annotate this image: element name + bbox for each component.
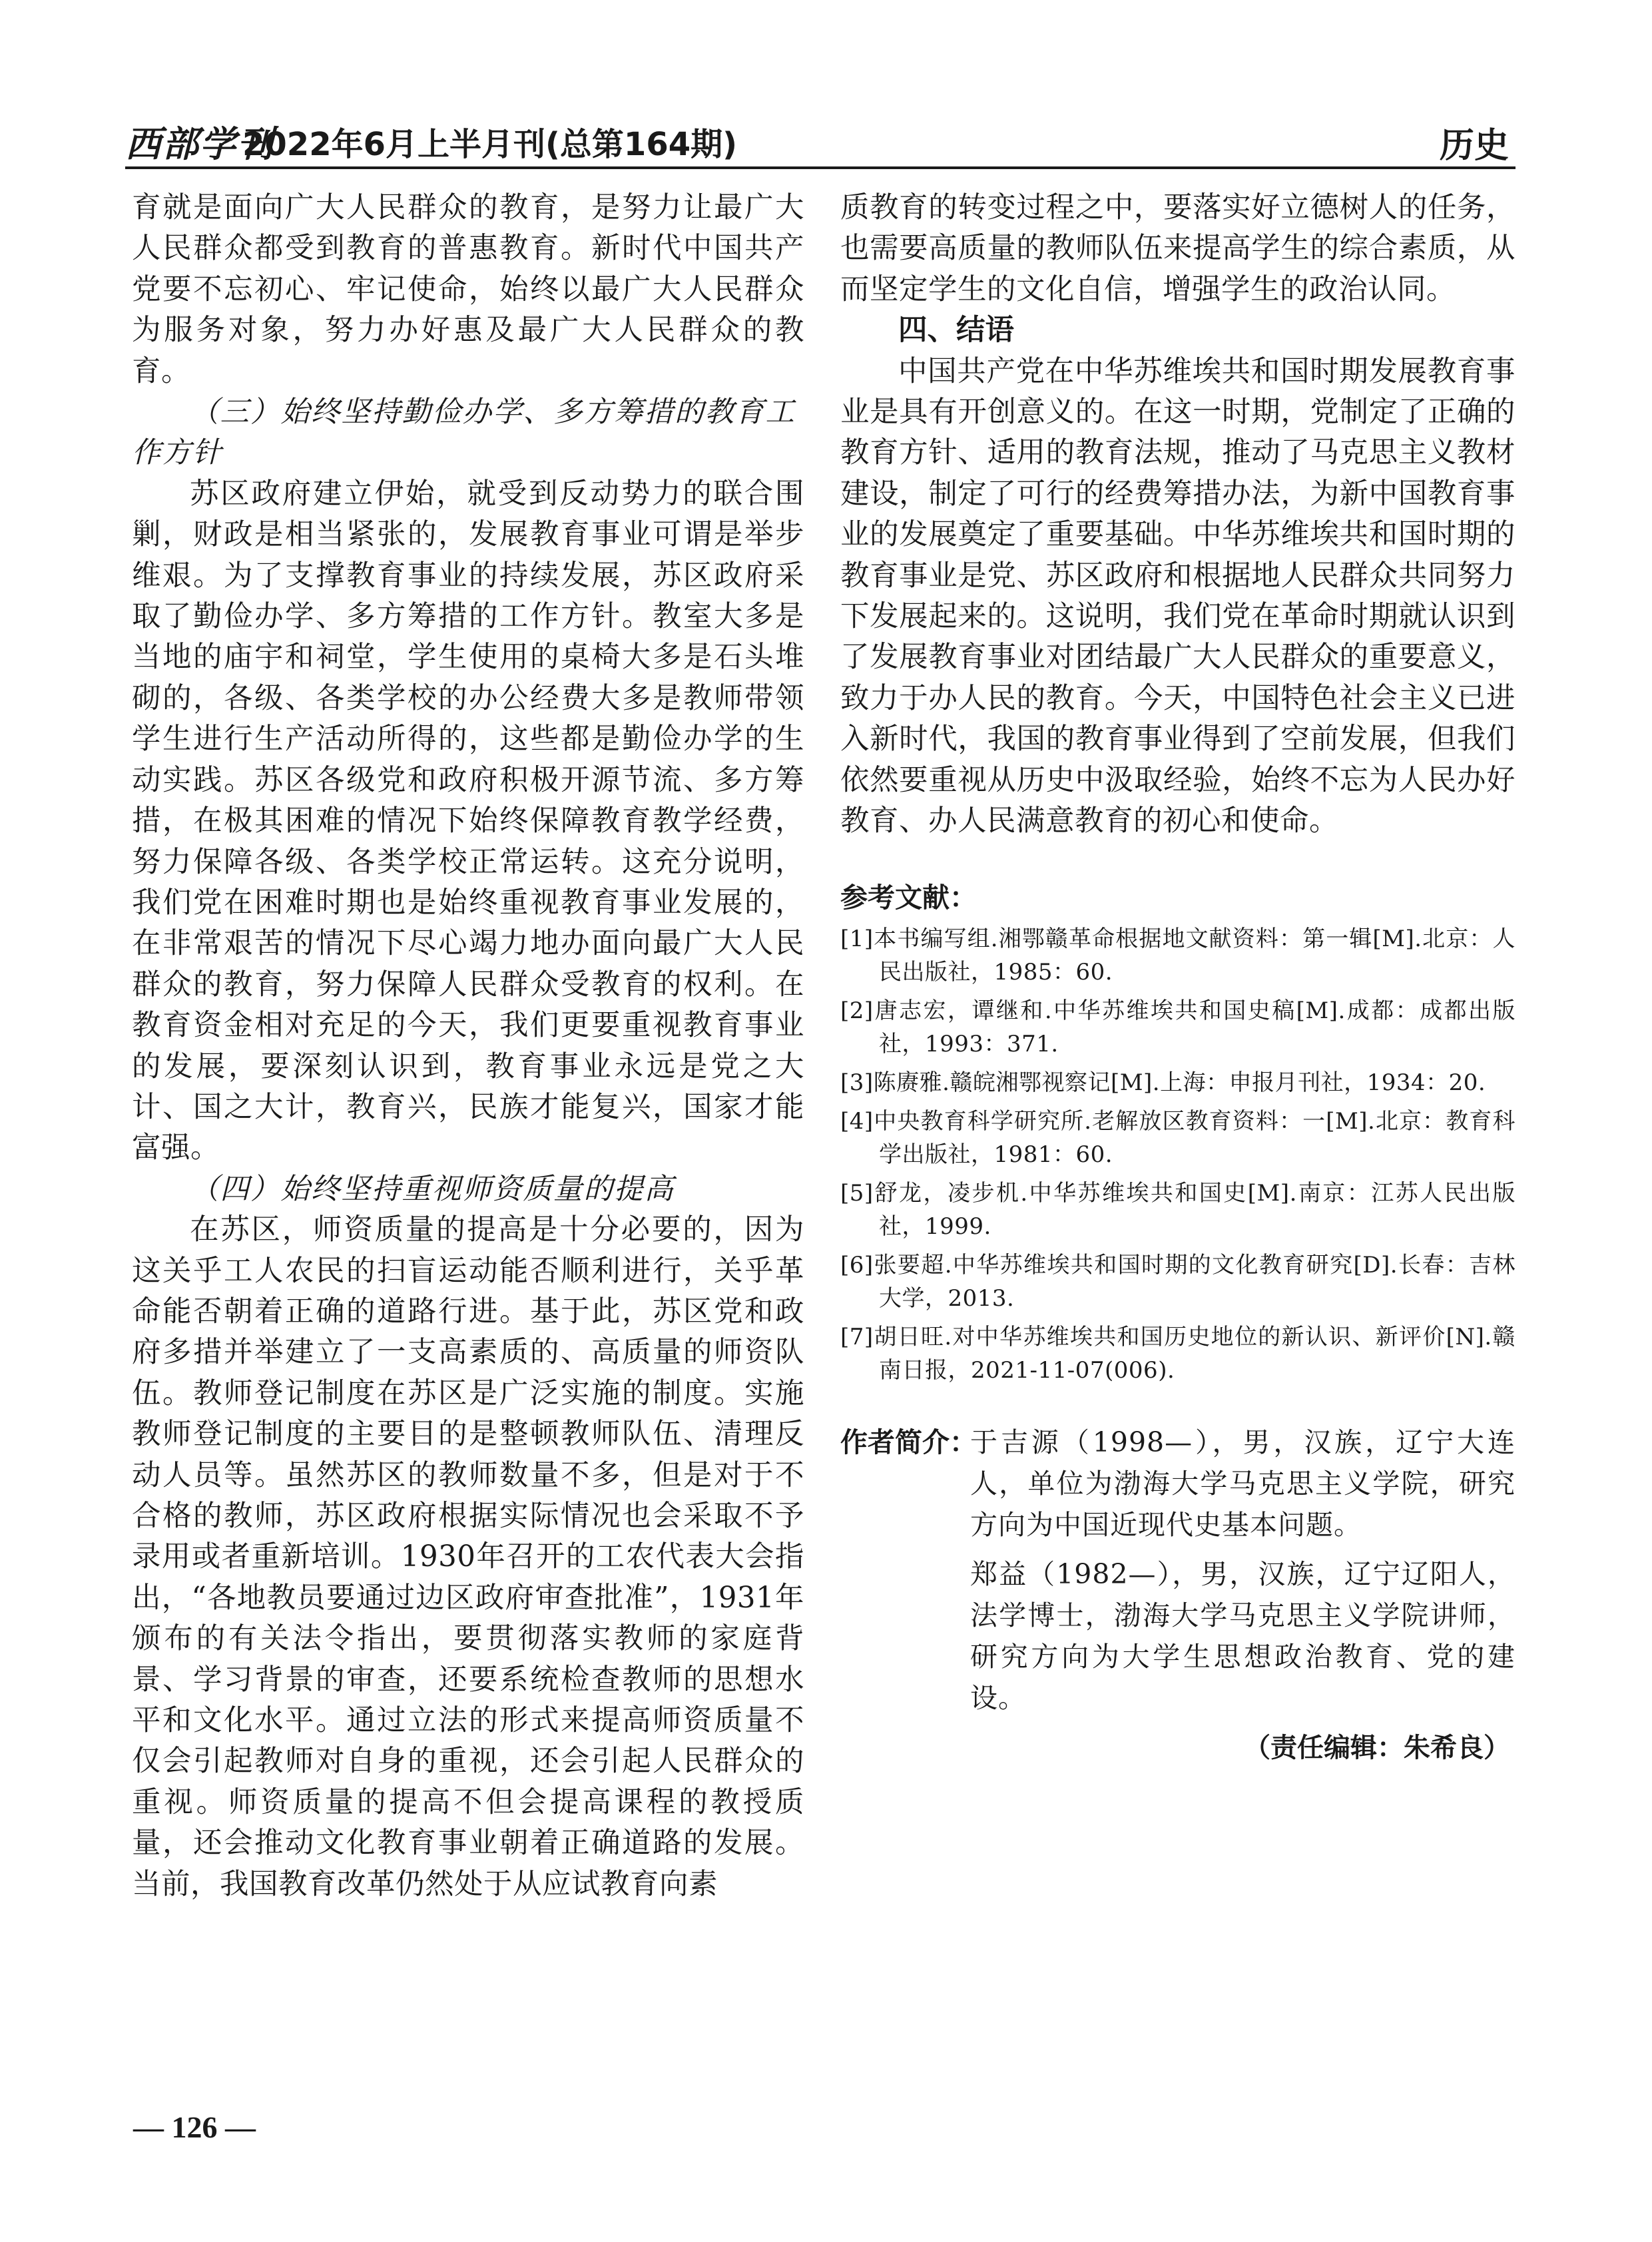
page-number: — 126 — [133, 2110, 256, 2144]
references [840, 878, 1515, 1387]
editor-note: （责任编辑：朱希良） [1244, 1732, 1510, 1763]
reference-item: [2]唐志宏，谭继和.中华苏维埃共和国史稿[M].成都：成都出版社，1993：371. [840, 997, 1515, 1057]
issue-info: 2022年6月上半月刊(总第164期) [242, 126, 738, 163]
page-header [125, 112, 1515, 168]
right-column [840, 188, 1515, 1768]
paragraph: 苏区政府建立伊始，就受到反动势力的联合围剿，财政是相当紧张的，发展教育事业可谓是举步维艰。为了支撑教育事业的持续发展，苏区政府采取了勤俭办学、多方筹措的工作方针。教室大多是当地的庙宇和祠堂，学生使用的桌椅大多是石头堆砌的，各级、各类学校的办公经费大多是教师带领学生进行生产活动所得的，这些都是勤俭办学的生动实践。苏区各级党和政府积极开源节流、多方筹措，在极其困难的情况下始终保障教育教学经费，努力保障各级、各类学校正常运转。这充分说明，我们党在困难时期也是始终重视教育事业发展的，在非常艰苦的情况下尽心竭力地办面向最广大人民群众的教育，努力保障人民群众受教育的权利。在教育资金相对充足的今天，我们更要重视教育事业的发展，要深刻认识到，教育事业永远是党之大计、国之大计，教育兴，民族才能复兴，国家才能富强。 [132, 477, 804, 1165]
reference-item: [7]胡日旺.对中华苏维埃共和国历史地位的新认识、新评价[N].赣南日报，2021-11-07(006). [840, 1323, 1515, 1384]
section-heading: 四、结语 [898, 314, 1014, 348]
paragraph: 中国共产党在中华苏维埃共和国时期发展教育事业是具有开创意义的。在这一时期，党制定了正确的教育方针、适用的教育法规，推动了马克思主义教材建设，制定了可行的经费筹措办法，为新中国教育事业的发展奠定了重要基础。中华苏维埃共和国时期的教育事业是党、苏区政府和根据地人民群众共同努力下发展起来的。这说明，我们党在革命时期就认识到了发展教育事业对团结最广大人民群众的重要意义，致力于办人民的教育。今天，中国特色社会主义已进入新时代，我国的教育事业得到了空前发展，但我们依然要重视从历史中汲取经验，始终不忘为人民办好教育、办人民满意教育的初心和使命。 [840, 354, 1515, 838]
reference-item: [3]陈赓雅.赣皖湘鄂视察记[M].上海：申报月刊社，1934：20. [840, 1069, 1486, 1096]
reference-item: [5]舒龙，凌步机.中华苏维埃共和国史[M].南京：江苏人民出版社，1999. [840, 1179, 1515, 1240]
header-rule [125, 166, 1515, 169]
author-info [840, 1422, 1515, 1719]
author-label: 作者简介： [840, 1426, 977, 1458]
reference-item: [1]本书编写组.湘鄂赣革命根据地文献资料：第一辑[M].北京：人民出版社，1985：60. [840, 925, 1515, 985]
paragraph: 育就是面向广大人民群众的教育，是努力让最广大人民群众都受到教育的普惠教育。新时代中国共产党要不忘初心、牢记使命，始终以最广大人民群众为服务对象，努力办好惠及最广大人民群众的教育。 [132, 191, 804, 388]
left-column [132, 188, 804, 1905]
journal-logo: 西部学刊 [125, 123, 274, 165]
author-bio: 郑益（1982—），男，汉族，辽宁辽阳人，法学博士，渤海大学马克思主义学院讲师，研究方向为大学生思想政治教育、党的建设。 [970, 1557, 1515, 1714]
author-bio: 于吉源（1998—），男，汉族，辽宁大连人，单位为渤海大学马克思主义学院，研究方向为中国近现代史基本问题。 [970, 1426, 1515, 1541]
reference-item: [4]中央教育科学研究所.老解放区教育资料：一[M].北京：教育科学出版社，1981：60. [840, 1107, 1515, 1168]
paragraph: 在苏区，师资质量的提高是十分必要的，因为这关乎工人农民的扫盲运动能否顺利进行，关乎革命能否朝着正确的道路行进。基于此，苏区党和政府多措并举建立了一支高素质的、高质量的师资队伍。教师登记制度在苏区是广泛实施的制度。实施教师登记制度的主要目的是整顿教师队伍、清理反动人员等。虽然苏区的教师数量不多，但是对于不合格的教师，苏区政府根据实际情况也会采取不予录用或者重新培训。1930年召开的工农代表大会指出，“各地教员要通过边区政府审查批准”，1931年颁布的有关法令指出，要贯彻落实教师的家庭背景、学习背景的审查，还要系统检查教师的思想水平和文化水平。通过立法的形式来提高师资质量不仅会引起教师对自身的重视，还会引起人民群众的重视。师资质量的提高不但会提高课程的教授质量，还会推动文化教育事业朝着正确道路的发展。当前，我国教育改革仍然处于从应试教育向素 [132, 1213, 804, 1901]
paragraph: 质教育的转变过程之中，要落实好立德树人的任务，也需要高质量的教师队伍来提高学生的综合素质，从而坚定学生的文化自信，增强学生的政治认同。 [840, 191, 1515, 306]
subsection-heading: （三）始终坚持勤俭办学、多方筹措的教育工作方针 [132, 396, 796, 470]
subsection-heading: （四）始终坚持重视师资质量的提高 [190, 1172, 675, 1206]
section-title: 历史 [1439, 126, 1509, 166]
reference-item: [6]张要超.中华苏维埃共和国时期的文化教育研究[D].长春：吉林大学，2013. [840, 1251, 1515, 1312]
references-title: 参考文献： [840, 881, 977, 914]
